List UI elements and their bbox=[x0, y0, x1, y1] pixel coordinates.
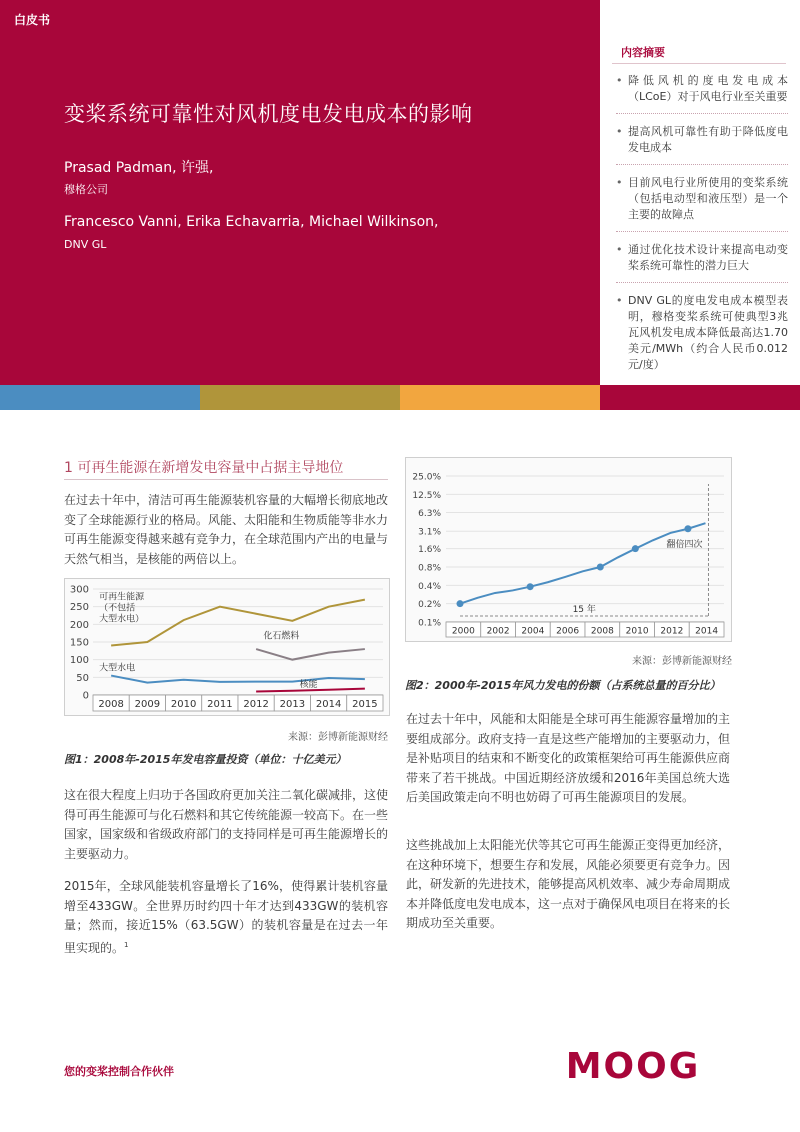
y-tick-label: 6.3% bbox=[418, 508, 441, 519]
series-label: 核能 bbox=[299, 680, 318, 691]
footer-tagline: 您的变桨控制合作伙伴 bbox=[64, 1065, 174, 1078]
series-label: 可再生能源 bbox=[99, 592, 145, 603]
figure1-source: 来源：彭博新能源财经 bbox=[288, 732, 388, 743]
section-divider bbox=[64, 479, 388, 480]
figure2-svg bbox=[406, 458, 731, 641]
summary-item: • 通过优化技术设计来提高电动变桨系统可靠性的潜力巨大 bbox=[616, 240, 788, 283]
data-point bbox=[527, 583, 534, 590]
figure2-caption: 图2：2000年-2015年风力发电的份额（占系统总量的百分比） bbox=[405, 679, 721, 692]
y-tick-label: 0.1% bbox=[418, 618, 441, 629]
figure1-caption: 图1：2008年-2015年发电容量投资（单位：十亿美元） bbox=[64, 753, 347, 766]
figure2-source: 来源：彭博新能源财经 bbox=[632, 656, 732, 667]
x-tick-label: 2012 bbox=[660, 626, 684, 637]
series-label: 大型水电 bbox=[99, 663, 136, 674]
x-tick-label: 2009 bbox=[134, 699, 161, 710]
org-moog: 穆格公司 bbox=[64, 183, 108, 196]
header-banner bbox=[0, 0, 600, 385]
x-tick-label: 2013 bbox=[279, 699, 306, 710]
y-tick-label: 0.2% bbox=[418, 600, 441, 611]
x-tick-label: 2014 bbox=[315, 699, 342, 710]
moog-logo bbox=[538, 1045, 728, 1085]
color-stripe-red bbox=[600, 385, 800, 410]
color-stripe-gold bbox=[200, 385, 400, 410]
series-label: 大型水电） bbox=[99, 614, 145, 625]
paragraph-3 bbox=[64, 877, 388, 958]
y-tick-label: 0.8% bbox=[418, 563, 441, 574]
org-dnvgl: DNV GL bbox=[64, 238, 107, 251]
summary-item: • 降低风机的度电发电成本（LCoE）对于风电行业至关重要 bbox=[616, 71, 788, 114]
y-tick-label: 200 bbox=[69, 619, 89, 631]
paragraph-4: 在过去十年中，风能和太阳能是全球可再生能源容量增加的主要组成部分。政府支持一直是这些产能增加的主要驱动力，但是补贴项目的结束和不断变化的政策框架给可再生能源供应商带来了若干挑战。中国近期经济放缓和2016年美国总统大选后美国政策走向不明也妨碍了可再生能源项目的发展。 bbox=[406, 712, 731, 804]
x-tick-label: 2008 bbox=[98, 699, 124, 710]
y-tick-label: 150 bbox=[69, 637, 89, 649]
y-tick-label: 0.4% bbox=[418, 581, 441, 592]
x-tick-label: 2010 bbox=[170, 699, 197, 710]
footnote-ref: 1 bbox=[124, 940, 129, 949]
annotation-doubling: 翻倍四次 bbox=[666, 540, 703, 551]
series-line bbox=[460, 523, 705, 604]
paragraph-5: 这些挑战加上太阳能光伏等其它可再生能源正变得更加经济，在这种环境下，想要生存和发展，风能必须要更有竞争力。因此，研发新的先进技术，能够提高风机效率、减少寿命周期成本并降低度电发电成本，这一点对于确保风电项目在将来的长期成功至关重要。 bbox=[406, 838, 731, 930]
summary-item: • 目前风电行业所使用的变桨系统（包括电动型和液压型）是一个主要的故障点 bbox=[616, 173, 788, 232]
summary-item: • 提高风机可靠性有助于降低度电发电成本 bbox=[616, 122, 788, 165]
authors-moog: Prasad Padman, 许强, bbox=[64, 160, 214, 176]
authors-dnvgl: Francesco Vanni, Erika Echavarria, Michael Wilkinson, bbox=[64, 214, 439, 230]
y-tick-label: 1.6% bbox=[418, 545, 441, 556]
data-point bbox=[597, 564, 604, 571]
x-tick-label: 2012 bbox=[243, 699, 269, 710]
x-tick-label: 2002 bbox=[486, 626, 510, 637]
page-title: 变桨系统可靠性对风机度电发电成本的影响 bbox=[64, 102, 473, 126]
paragraph-1: 在过去十年中，清洁可再生能源装机容量的大幅增长彻底地改变了全球能源行业的格局。风能、太阳能和生物质能等非水力可再生能源变得越来越有竞争力，在全球范围内产出的电量与天然气相当，是核能的两倍以上。 bbox=[64, 493, 389, 566]
figure1-chart bbox=[64, 578, 390, 716]
x-tick-label: 2008 bbox=[590, 626, 614, 637]
x-tick-label: 2011 bbox=[207, 699, 233, 710]
data-point bbox=[684, 525, 691, 532]
summary-panel bbox=[600, 0, 800, 385]
y-tick-label: 300 bbox=[69, 584, 89, 596]
doc-type-tag: 白皮书 bbox=[14, 13, 51, 27]
x-tick-label: 2015 bbox=[352, 699, 378, 710]
data-point bbox=[632, 545, 639, 552]
x-tick-label: 2010 bbox=[625, 626, 649, 637]
color-stripe-orange bbox=[400, 385, 600, 410]
color-stripe-blue bbox=[0, 385, 200, 410]
y-tick-label: 100 bbox=[69, 655, 89, 667]
paragraph-3-text: 2015年，全球风能装机容量增长了16%，使得累计装机容量增至433GW。全世界历时约四十年才达到433GW的装机容量；然而，接近15%（63.5GW）的装机容量是在过去一年里实现的。 bbox=[64, 879, 388, 955]
x-tick-label: 2004 bbox=[521, 626, 545, 637]
summary-list bbox=[616, 71, 788, 389]
x-tick-label: 2006 bbox=[556, 626, 580, 637]
y-tick-label: 12.5% bbox=[412, 490, 441, 501]
series-line bbox=[111, 676, 365, 683]
summary-divider bbox=[612, 63, 786, 64]
paragraph-2: 这在很大程度上归功于各国政府更加关注二氧化碳减排，这使得可再生能源可与化石燃料和其它传统能源一较高下。在一些国家，国家级和省级政府部门的支持同样是可再生能源增长的主要驱动力。 bbox=[64, 788, 389, 861]
summary-title: 内容摘要 bbox=[621, 46, 665, 59]
y-tick-label: 3.1% bbox=[418, 527, 441, 538]
figure2-chart bbox=[405, 457, 732, 642]
moog-logo-text: MOOG bbox=[565, 1046, 701, 1085]
y-tick-label: 250 bbox=[69, 602, 89, 614]
annotation-years: 15 年 bbox=[572, 605, 596, 615]
y-tick-label: 50 bbox=[76, 672, 89, 684]
data-point bbox=[457, 600, 464, 607]
summary-item: • DNV GL的度电发电成本模型表明，穆格变桨系统可使典型3兆瓦风机发电成本降低最高达1.70美元/MWh（约合人民币0.012元/度） bbox=[616, 291, 788, 381]
series-label: 化石燃料 bbox=[263, 631, 300, 642]
x-tick-label: 2000 bbox=[451, 626, 475, 637]
series-line bbox=[256, 649, 365, 660]
x-tick-label: 2014 bbox=[695, 626, 719, 637]
y-tick-label: 25.0% bbox=[412, 472, 441, 483]
section-title: 1 可再生能源在新增发电容量中占据主导地位 bbox=[64, 460, 344, 476]
y-tick-label: 0 bbox=[82, 690, 89, 702]
series-label: （不包括 bbox=[99, 603, 136, 614]
figure1-svg bbox=[65, 579, 389, 715]
